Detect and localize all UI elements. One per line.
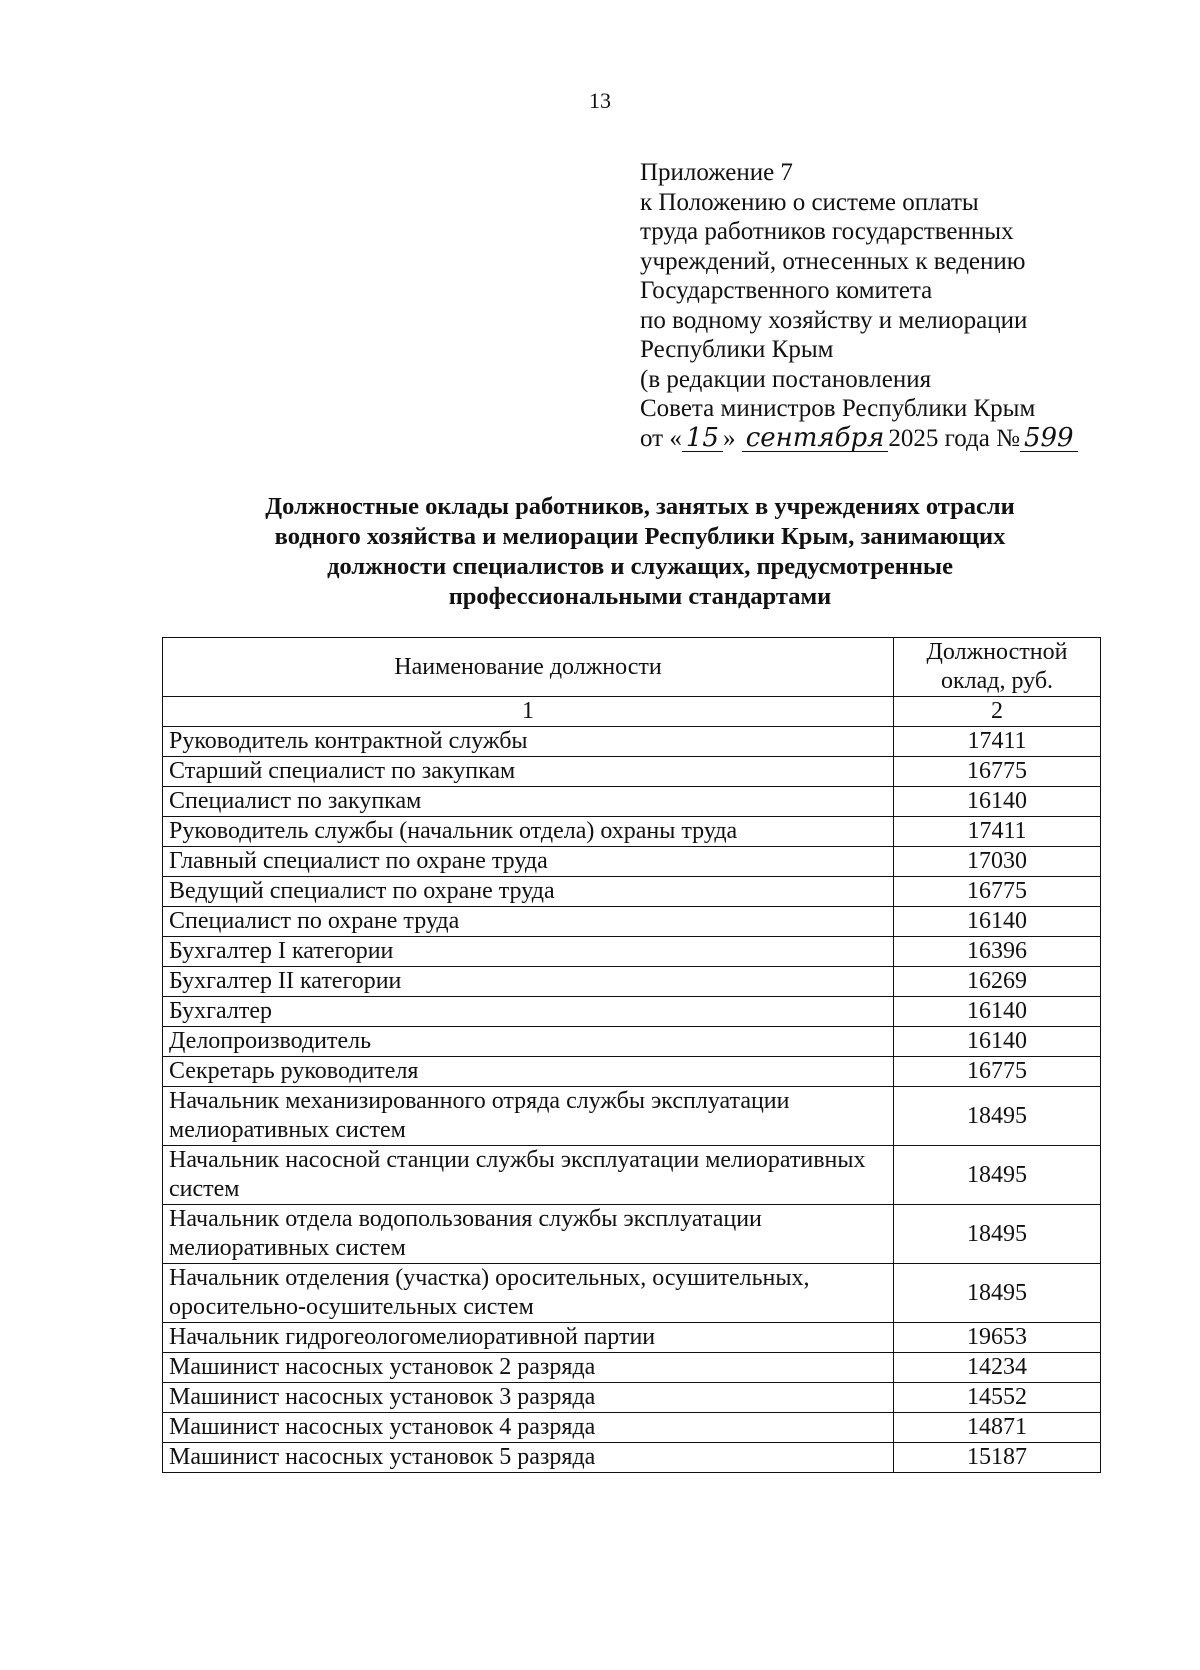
salary-value: 16775: [894, 1057, 1101, 1087]
table-row: [163, 727, 1101, 757]
table-row: [163, 997, 1101, 1027]
salary-value: 15187: [894, 1443, 1101, 1473]
appendix-line: к Положению о системе оплаты: [640, 188, 979, 216]
table-row: [163, 1087, 1101, 1146]
title-line: Должностные оклады работников, занятых в учреждениях отрасли: [265, 493, 1015, 520]
page-number: 13: [589, 88, 611, 113]
position-name: Специалист по закупкам: [163, 787, 894, 817]
position-name: Руководитель службы (начальник отдела) охраны труда: [163, 817, 894, 847]
position-name: Бухгалтер: [163, 997, 894, 1027]
date-prefix: от «: [640, 424, 682, 452]
table-row: [163, 1323, 1101, 1353]
position-name: Машинист насосных установок 4 разряда: [163, 1413, 894, 1443]
appendix-line: Республики Крым: [640, 336, 834, 363]
position-name: Машинист насосных установок 3 разряда: [163, 1383, 894, 1413]
appendix-date-line: [640, 424, 1160, 454]
salary-value: 16140: [894, 907, 1101, 937]
title-line: профессиональными стандартами: [448, 583, 832, 610]
appendix-line: (в редакции постановления: [640, 365, 932, 393]
table-row: [163, 907, 1101, 937]
position-name: Главный специалист по охране труда: [163, 847, 894, 877]
salary-value: 16140: [894, 1027, 1101, 1057]
table-row: [163, 757, 1101, 787]
table-row: [163, 1353, 1101, 1383]
table-row: [163, 1264, 1101, 1323]
appendix-line: Совета министров Республики Крым: [640, 395, 1036, 422]
position-name: Начальник механизированного отряда службы эксплуатации мелиоративных систем: [163, 1087, 894, 1146]
salary-value: 18495: [894, 1264, 1101, 1323]
salary-value: 14871: [894, 1413, 1101, 1443]
salary-value: 18495: [894, 1205, 1101, 1264]
appendix-line: Государственного комитета: [640, 277, 933, 304]
position-name: Машинист насосных установок 2 разряда: [163, 1353, 894, 1383]
salary-value: 16396: [894, 937, 1101, 967]
table-header-row: [163, 638, 1101, 697]
date-year: 2025 года №: [888, 424, 1020, 452]
salary-value: 14234: [894, 1353, 1101, 1383]
table-row: [163, 847, 1101, 877]
handwritten-month: сентября: [742, 425, 889, 452]
handwritten-doc-number: 599: [1020, 425, 1078, 452]
salary-value: 16269: [894, 967, 1101, 997]
title-line: должности специалистов и служащих, предусмотренные: [327, 553, 953, 580]
table-row: [163, 967, 1101, 997]
salary-value: 16140: [894, 997, 1101, 1027]
salary-value: 16775: [894, 877, 1101, 907]
salary-value: 14552: [894, 1383, 1101, 1413]
table-row: [163, 877, 1101, 907]
position-name: Начальник отделения (участка) оросительных, осушительных, оросительно-осушительных систем: [163, 1264, 894, 1323]
table-row: [163, 1146, 1101, 1205]
table-row: [163, 1057, 1101, 1087]
appendix-line: учреждений, отнесенных к ведению: [640, 247, 1026, 275]
appendix-line: труда работников государственных: [640, 218, 1014, 245]
document-title: [160, 492, 1120, 612]
salary-value: 16140: [894, 787, 1101, 817]
position-name: Делопроизводитель: [163, 1027, 894, 1057]
appendix-line: по водному хозяйству и мелиорации: [640, 306, 1028, 334]
salary-value: 19653: [894, 1323, 1101, 1353]
column-index: 1: [163, 697, 894, 727]
position-name: Машинист насосных установок 5 разряда: [163, 1443, 894, 1473]
handwritten-day: 15: [682, 425, 723, 452]
title-line: водного хозяйства и мелиорации Республики Крым, занимающих: [274, 523, 1006, 550]
salary-value: 18495: [894, 1087, 1101, 1146]
position-name: Старший специалист по закупкам: [163, 757, 894, 787]
table-row: [163, 1383, 1101, 1413]
table-row: [163, 1413, 1101, 1443]
position-name: Бухгалтер II категории: [163, 967, 894, 997]
table-row: [163, 1443, 1101, 1473]
date-quote-close: »: [722, 424, 736, 452]
salary-value: 17030: [894, 847, 1101, 877]
salary-value: 16775: [894, 757, 1101, 787]
position-name: Ведущий специалист по охране труда: [163, 877, 894, 907]
position-name: Руководитель контрактной службы: [163, 727, 894, 757]
salary-value: 17411: [894, 817, 1101, 847]
position-name: Начальник гидрогеологомелиоративной партии: [163, 1323, 894, 1353]
salary-table: [162, 637, 1101, 1473]
column-index-row: [163, 697, 1101, 727]
table-row: [163, 787, 1101, 817]
appendix-line: Приложение 7: [640, 159, 793, 186]
table-row: [163, 1205, 1101, 1264]
table-row: [163, 1027, 1101, 1057]
position-name: Бухгалтер I категории: [163, 937, 894, 967]
appendix-block: [640, 158, 1160, 453]
position-name: Специалист по охране труда: [163, 907, 894, 937]
table-row: [163, 817, 1101, 847]
header-position-name: Наименование должности: [163, 638, 894, 697]
header-salary: [894, 638, 1101, 697]
salary-value: 18495: [894, 1146, 1101, 1205]
salary-value: 17411: [894, 727, 1101, 757]
column-index: 2: [894, 697, 1101, 727]
header-salary-line: Должностной: [926, 639, 1068, 665]
position-name: Начальник отдела водопользования службы эксплуатации мелиоративных систем: [163, 1205, 894, 1264]
header-salary-line: оклад, руб.: [940, 668, 1054, 694]
position-name: Начальник насосной станции службы эксплуатации мелиоративных систем: [163, 1146, 894, 1205]
position-name: Секретарь руководителя: [163, 1057, 894, 1087]
table-row: [163, 937, 1101, 967]
